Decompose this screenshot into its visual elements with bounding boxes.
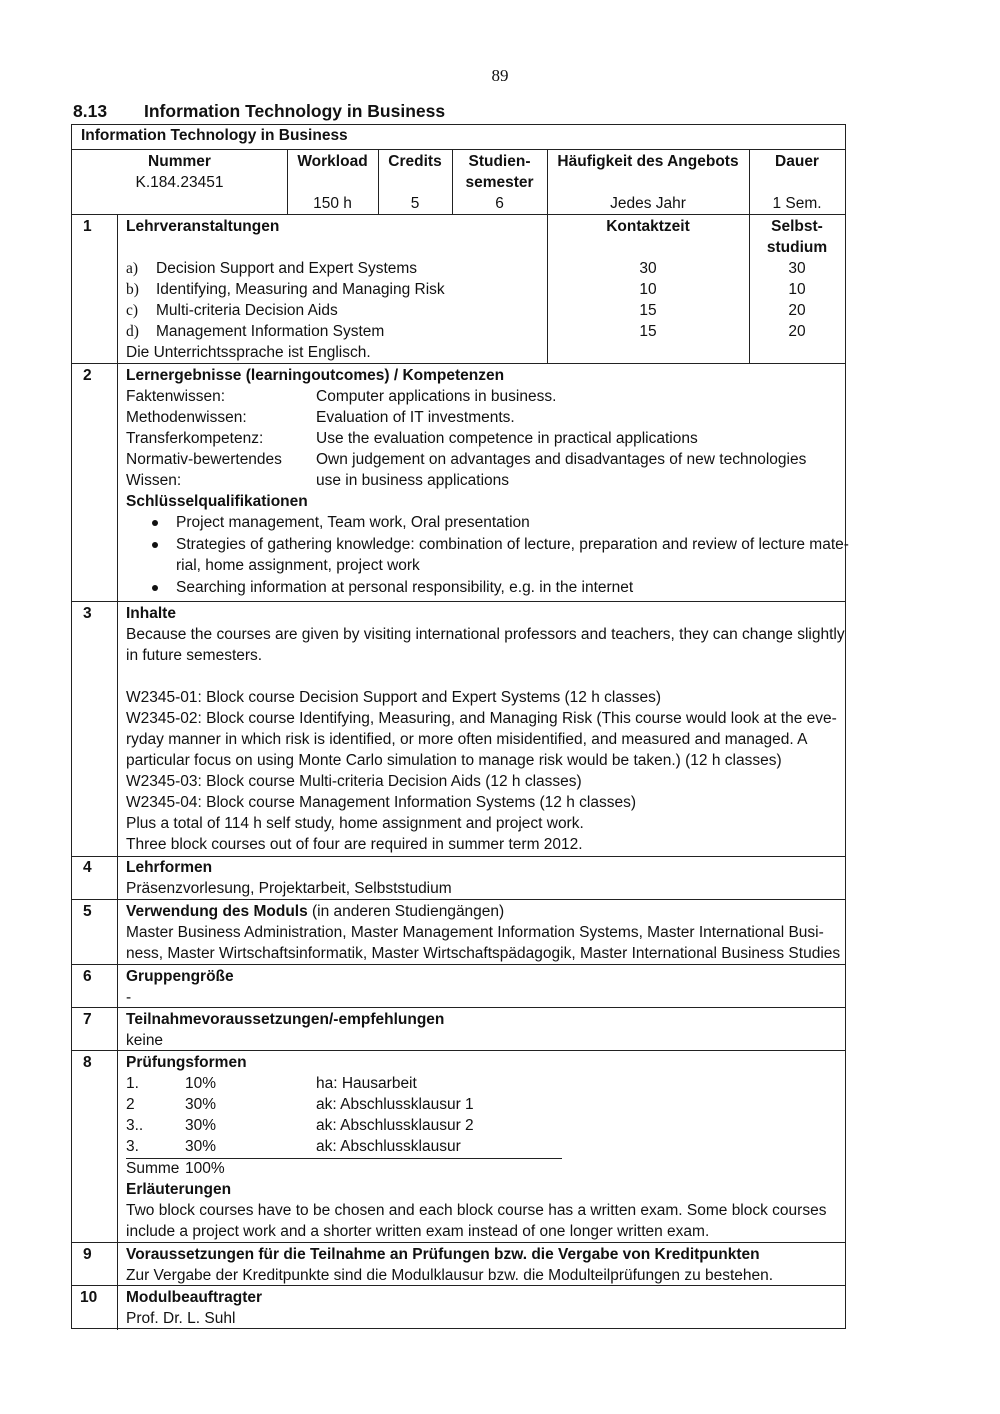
language-note: Die Unterrichtssprache ist Englisch.: [126, 344, 371, 361]
exam-percentage: 30%: [185, 1096, 217, 1113]
row-8-exam-forms: [72, 1050, 845, 1242]
row-3-contents: [72, 601, 845, 856]
contents-heading: Inhalte: [126, 605, 176, 622]
contents-line: ryday manner in which risk is identified, or more often misidentified, and measured and managed. A: [126, 731, 808, 748]
exam-description: ak: Abschlussklausur: [316, 1138, 461, 1155]
outcomes-heading: Lernergebnisse (learningoutcomes) / Kompetenzen: [126, 367, 505, 384]
self-study-label-2: studium: [766, 239, 828, 256]
usage-line: ness, Master Wirtschaftsinformatik, Master Wirtschaftspädagogik, Master International Business Studies: [126, 945, 841, 962]
row-5-usage: [72, 899, 845, 964]
section-number: 8.13: [73, 101, 108, 121]
course-self: 10: [788, 281, 806, 298]
exam-prerequisites-text: Zur Vergabe der Kreditpunkte sind die Modulklausur bzw. die Modulteilprüfungen zu bestehen.: [126, 1267, 774, 1284]
row-number: 10: [80, 1289, 98, 1306]
prerequisites-text: keine: [126, 1032, 164, 1049]
row-number: 2: [83, 367, 92, 384]
self-study-label: Selbst-: [771, 218, 823, 235]
usage-heading: [126, 901, 504, 922]
exam-percentage: 30%: [185, 1138, 217, 1155]
course-self: 20: [788, 323, 806, 340]
usage-line: Master Business Administration, Master Management Information Systems, Master International Busi-: [126, 924, 824, 941]
credits-value: 5: [410, 195, 420, 212]
course-name: Management Information System: [156, 323, 385, 340]
contents-line: Plus a total of 114 h self study, home assignment and project work.: [126, 815, 584, 832]
bullet-icon: [152, 542, 158, 548]
bullet-icon: [152, 520, 158, 526]
module-name: Information Technology in Business: [81, 127, 348, 144]
row-number: 3: [83, 605, 92, 622]
nummer-value: K.184.23451: [135, 174, 224, 191]
module-lead-heading: Modulbeauftragter: [126, 1289, 263, 1306]
bullet-icon: [152, 585, 158, 591]
row-number: 1: [83, 218, 92, 235]
row-6-group-size: [72, 964, 845, 1007]
competence-label: Transferkompetenz:: [126, 430, 264, 447]
exam-prerequisites-heading: Voraussetzungen für die Teilnahme an Prüfungen bzw. die Vergabe von Kreditpunkten: [126, 1246, 760, 1263]
page-number: 89: [491, 66, 509, 85]
exam-number: 3..: [126, 1117, 144, 1134]
row-number: 8: [83, 1054, 92, 1071]
semester-label: Studien-: [468, 153, 531, 170]
exam-description: ak: Abschlussklausur 2: [316, 1117, 474, 1134]
bullet-text-continued: rial, home assignment, project work: [176, 557, 420, 574]
competence-text: Own judgement on advantages and disadvantages of new technologies: [316, 451, 807, 468]
nummer-label: Nummer: [148, 153, 211, 170]
frequency-label: Häufigkeit des Angebots: [557, 153, 739, 170]
contents-line: Because the courses are given by visiting international professors and teachers, they can change slightly: [126, 626, 845, 643]
course-name: Identifying, Measuring and Managing Risk: [156, 281, 445, 298]
courses-heading: Lehrveranstaltungen: [126, 218, 280, 235]
course-contact: 10: [639, 281, 657, 298]
row-7-prerequisites: [72, 1007, 845, 1050]
prerequisites-heading: Teilnahmevoraussetzungen/-empfehlungen: [126, 1011, 445, 1028]
contents-line: W2345-03: Block course Multi-criteria Decision Aids (12 h classes): [126, 773, 582, 790]
competence-text: Evaluation of IT investments.: [316, 409, 515, 426]
module-lead-name: Prof. Dr. L. Suhl: [126, 1310, 236, 1327]
competence-text: Computer applications in business.: [316, 388, 557, 405]
contents-line: W2345-02: Block course Identifying, Measuring, and Managing Risk (This course would look at the eve-: [126, 710, 837, 727]
course-letter: b): [126, 281, 139, 298]
contents-line: particular focus on using Monte Carlo simulation to manage risk would be taken.) (12 h classes): [126, 752, 782, 769]
sum-label: Summe: [126, 1160, 180, 1177]
exam-description: ak: Abschlussklausur 1: [316, 1096, 474, 1113]
group-size-text: -: [126, 989, 132, 1006]
row-9-exam-prerequisites: [72, 1242, 845, 1285]
frequency-value: Jedes Jahr: [610, 195, 686, 212]
course-self: 20: [788, 302, 806, 319]
row-4-teaching-forms: [72, 856, 845, 899]
exam-description: ha: Hausarbeit: [316, 1075, 417, 1092]
workload-label: Workload: [297, 153, 368, 170]
duration-value: 1 Sem.: [772, 195, 822, 212]
competence-label: Wissen:: [126, 472, 182, 489]
notes-line: include a project work and a shorter written exam instead of one longer written exam.: [126, 1223, 710, 1240]
competence-label: Methodenwissen:: [126, 409, 247, 426]
section-title: Information Technology in Business: [144, 101, 446, 121]
competence-label: Faktenwissen:: [126, 388, 226, 405]
course-name: Multi-criteria Decision Aids: [156, 302, 338, 319]
exam-forms-heading: Prüfungsformen: [126, 1054, 247, 1071]
module-table: [71, 124, 849, 1329]
exam-number: 1.: [126, 1075, 139, 1092]
bullet-text: Searching information at personal responsibility, e.g. in the internet: [176, 579, 634, 596]
semester-value: 6: [495, 195, 504, 212]
course-contact: 15: [639, 302, 657, 319]
exam-percentage: 10%: [185, 1075, 217, 1092]
teaching-forms-heading: Lehrformen: [126, 859, 213, 876]
credits-label: Credits: [388, 153, 442, 170]
contents-line: in future semesters.: [126, 647, 263, 664]
competence-text: use in business applications: [316, 472, 510, 489]
competence-label: Normativ-bewertendes: [126, 451, 282, 468]
key-qualifications-heading: Schlüsselqualifikationen: [126, 493, 308, 510]
row-number: 6: [83, 968, 92, 985]
sum-value: 100%: [185, 1160, 225, 1177]
contents-line: W2345-01: Block course Decision Support and Expert Systems (12 h classes): [126, 689, 661, 706]
course-letter: d): [126, 323, 139, 340]
notes-line: Two block courses have to be chosen and each block course has a written exam. Some block courses: [126, 1202, 827, 1219]
usage-heading-suffix: (in anderen Studiengängen): [307, 903, 505, 920]
row-2-outcomes: [72, 363, 849, 601]
teaching-forms-text: Präsenzvorlesung, Projektarbeit, Selbststudium: [126, 880, 452, 897]
semester-label-2: semester: [465, 174, 534, 191]
exam-percentage: 30%: [185, 1117, 217, 1134]
module-header-row: [72, 149, 845, 215]
usage-heading-bold: Verwendung des Moduls: [126, 903, 308, 920]
competence-text: Use the evaluation competence in practical applications: [316, 430, 698, 447]
exam-number: 2: [126, 1096, 135, 1113]
contents-line: Three block courses out of four are required in summer term 2012.: [126, 836, 583, 853]
course-contact: 30: [639, 260, 657, 277]
workload-value: 150 h: [313, 195, 352, 212]
exam-number: 3.: [126, 1138, 139, 1155]
contact-time-label: Kontaktzeit: [606, 218, 690, 235]
course-self: 30: [788, 260, 806, 277]
row-1-courses: [72, 214, 845, 363]
course-letter: a): [126, 260, 139, 277]
row-number: 5: [83, 903, 92, 920]
row-number: 7: [83, 1011, 92, 1028]
group-size-heading: Gruppengröße: [126, 968, 234, 985]
bullet-text: Project management, Team work, Oral presentation: [176, 514, 530, 531]
section-heading: [73, 101, 445, 122]
bullet-text: Strategies of gathering knowledge: combination of lecture, preparation and review of lecture mate-: [176, 536, 849, 553]
notes-heading: Erläuterungen: [126, 1181, 232, 1198]
contents-line: W2345-04: Block course Management Information Systems (12 h classes): [126, 794, 637, 811]
course-name: Decision Support and Expert Systems: [156, 260, 418, 277]
row-10-module-lead: [72, 1285, 845, 1330]
course-contact: 15: [639, 323, 657, 340]
duration-label: Dauer: [775, 153, 819, 170]
row-number: 9: [83, 1246, 92, 1263]
row-number: 4: [83, 859, 92, 876]
course-letter: c): [126, 302, 139, 319]
